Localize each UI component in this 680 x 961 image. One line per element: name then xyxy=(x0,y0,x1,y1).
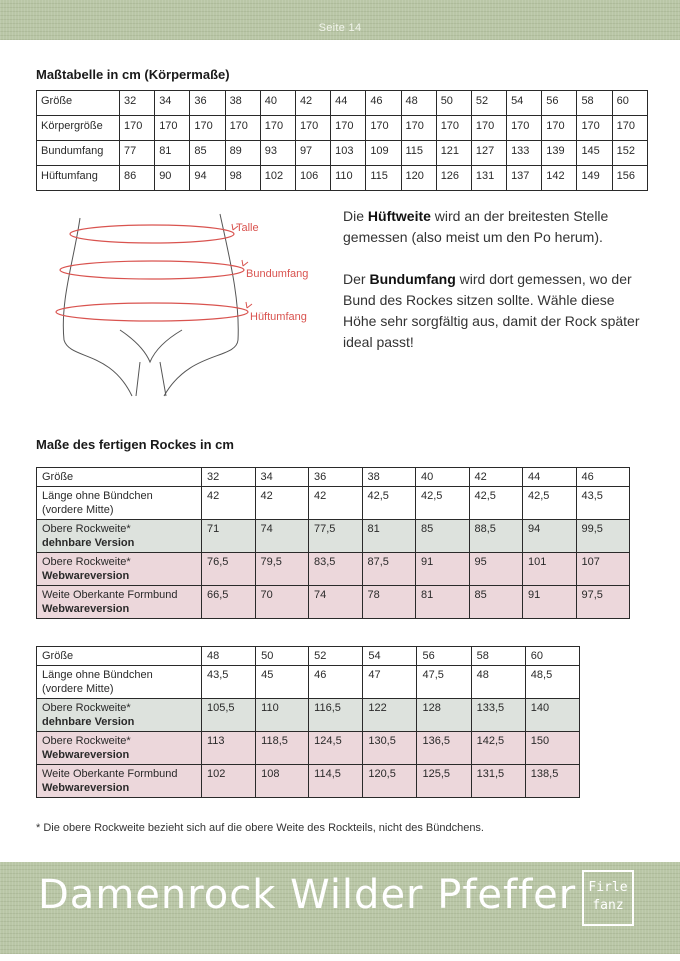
row-label-primary: Obere Rockweite* xyxy=(42,523,131,535)
body-measurements-title: Maßtabelle in cm (Körpermaße) xyxy=(36,67,230,82)
value-cell: 99,5 xyxy=(576,520,630,553)
value-cell: 170 xyxy=(507,116,542,141)
finished-measurements-title: Maße des fertigen Rockes in cm xyxy=(36,437,234,452)
row-label-cell xyxy=(37,732,202,765)
value-cell: 126 xyxy=(436,166,471,191)
band-label: Bundumfang xyxy=(246,268,309,280)
value-cell: 43,5 xyxy=(202,666,256,699)
value-cell: 66,5 xyxy=(202,586,256,619)
value-cell: 170 xyxy=(577,116,612,141)
value-cell: 74 xyxy=(309,586,363,619)
value-cell: 109 xyxy=(366,141,401,166)
finished-measurements-table-2 xyxy=(36,646,580,798)
value-cell: 113 xyxy=(202,732,256,765)
header-size-cell: 32 xyxy=(202,468,256,487)
row-label-secondary: Webwareversion xyxy=(42,570,130,582)
value-cell: 79,5 xyxy=(255,553,309,586)
value-cell: 106 xyxy=(295,166,330,191)
row-label-cell: Hüftumfang xyxy=(37,166,120,191)
value-cell: 42 xyxy=(309,487,363,520)
value-cell: 98 xyxy=(225,166,260,191)
value-cell: 152 xyxy=(612,141,647,166)
value-cell: 118,5 xyxy=(256,732,309,765)
row-label-secondary: Webwareversion xyxy=(42,603,130,615)
header-size-cell: 60 xyxy=(612,91,647,116)
value-cell: 74 xyxy=(255,520,309,553)
header-size-cell: 46 xyxy=(576,468,630,487)
header-label-cell: Größe xyxy=(37,91,120,116)
row-label-cell xyxy=(37,553,202,586)
value-cell: 70 xyxy=(255,586,309,619)
value-cell: 170 xyxy=(120,116,155,141)
value-cell: 47,5 xyxy=(417,666,471,699)
value-cell: 91 xyxy=(416,553,470,586)
value-cell: 48,5 xyxy=(525,666,579,699)
header-size-cell: 56 xyxy=(417,647,471,666)
leg-outline xyxy=(136,362,166,396)
row-label-primary: Weite Oberkante Formbund xyxy=(42,768,178,780)
value-cell: 120 xyxy=(401,166,436,191)
value-cell: 48 xyxy=(471,666,525,699)
value-cell: 115 xyxy=(401,141,436,166)
value-cell: 145 xyxy=(577,141,612,166)
value-cell: 95 xyxy=(469,553,523,586)
value-cell: 81 xyxy=(362,520,416,553)
header-size-cell: 58 xyxy=(471,647,525,666)
value-cell: 46 xyxy=(309,666,363,699)
row-label-secondary: (vordere Mitte) xyxy=(42,504,114,516)
hip-label: Hüftumfang xyxy=(250,311,307,323)
body-measurements-table xyxy=(36,90,648,191)
value-cell: 136,5 xyxy=(417,732,471,765)
row-label-primary: Länge ohne Bündchen xyxy=(42,490,153,502)
header-size-cell: 46 xyxy=(366,91,401,116)
value-cell: 149 xyxy=(577,166,612,191)
table-row xyxy=(37,141,648,166)
value-cell: 42,5 xyxy=(416,487,470,520)
header-size-cell: 44 xyxy=(331,91,366,116)
row-label-secondary: dehnbare Version xyxy=(42,716,135,728)
value-cell: 125,5 xyxy=(417,765,471,798)
footnote: * Die obere Rockweite bezieht sich auf die obere Weite des Rockteils, nicht des Bündchens. xyxy=(36,822,484,834)
value-cell: 156 xyxy=(612,166,647,191)
header-size-cell: 32 xyxy=(120,91,155,116)
measurement-figure xyxy=(40,200,340,400)
value-cell: 42 xyxy=(255,487,309,520)
row-label-cell xyxy=(37,586,202,619)
value-cell: 89 xyxy=(225,141,260,166)
header-size-cell: 56 xyxy=(542,91,577,116)
header-size-cell: 50 xyxy=(256,647,309,666)
value-cell: 42,5 xyxy=(469,487,523,520)
value-cell: 127 xyxy=(471,141,506,166)
value-cell: 105,5 xyxy=(202,699,256,732)
header-size-cell: 38 xyxy=(362,468,416,487)
table-header-row xyxy=(37,468,630,487)
measurement-description xyxy=(343,206,643,374)
header-size-cell: 52 xyxy=(471,91,506,116)
value-cell: 121 xyxy=(436,141,471,166)
value-cell: 124,5 xyxy=(309,732,363,765)
row-label-cell xyxy=(37,666,202,699)
row-label-primary: Weite Oberkante Formbund xyxy=(42,589,178,601)
value-cell: 108 xyxy=(256,765,309,798)
value-cell: 131 xyxy=(471,166,506,191)
value-cell: 170 xyxy=(612,116,647,141)
value-cell: 45 xyxy=(256,666,309,699)
pattern-title: Damenrock Wilder Pfeffer xyxy=(38,872,577,918)
header-label-cell: Größe xyxy=(37,468,202,487)
value-cell: 88,5 xyxy=(469,520,523,553)
value-cell: 115 xyxy=(366,166,401,191)
value-cell: 91 xyxy=(523,586,577,619)
waist-line xyxy=(70,225,234,243)
row-label-secondary: dehnbare Version xyxy=(42,537,135,549)
value-cell: 42 xyxy=(202,487,256,520)
value-cell: 103 xyxy=(331,141,366,166)
value-cell: 81 xyxy=(416,586,470,619)
value-cell: 140 xyxy=(525,699,579,732)
row-label-primary: Obere Rockweite* xyxy=(42,735,131,747)
logo-line-2: fanz xyxy=(592,898,624,913)
header-size-cell: 36 xyxy=(190,91,225,116)
value-cell: 128 xyxy=(417,699,471,732)
header-size-cell: 44 xyxy=(523,468,577,487)
value-cell: 86 xyxy=(120,166,155,191)
value-cell: 142 xyxy=(542,166,577,191)
header-size-cell: 40 xyxy=(416,468,470,487)
header-size-cell: 34 xyxy=(255,468,309,487)
value-cell: 138,5 xyxy=(525,765,579,798)
band-arrow-icon xyxy=(242,260,248,266)
table-header-row xyxy=(37,647,580,666)
value-cell: 78 xyxy=(362,586,416,619)
header-size-cell: 36 xyxy=(309,468,363,487)
value-cell: 102 xyxy=(260,166,295,191)
value-cell: 76,5 xyxy=(202,553,256,586)
value-cell: 170 xyxy=(401,116,436,141)
value-cell: 130,5 xyxy=(363,732,417,765)
header-size-cell: 38 xyxy=(225,91,260,116)
value-cell: 87,5 xyxy=(362,553,416,586)
value-cell: 97 xyxy=(295,141,330,166)
row-label-secondary: Webwareversion xyxy=(42,782,130,794)
value-cell: 42,5 xyxy=(523,487,577,520)
value-cell: 90 xyxy=(155,166,190,191)
value-cell: 170 xyxy=(331,116,366,141)
value-cell: 110 xyxy=(331,166,366,191)
value-cell: 110 xyxy=(256,699,309,732)
row-label-primary: Länge ohne Bündchen xyxy=(42,669,153,681)
value-cell: 93 xyxy=(260,141,295,166)
value-cell: 170 xyxy=(471,116,506,141)
value-cell: 122 xyxy=(363,699,417,732)
header-size-cell: 34 xyxy=(155,91,190,116)
logo-line-1: Firle xyxy=(588,880,628,895)
header-size-cell: 50 xyxy=(436,91,471,116)
row-label-primary: Obere Rockweite* xyxy=(42,556,131,568)
value-cell: 77,5 xyxy=(309,520,363,553)
finished-measurements-table-1 xyxy=(36,467,630,619)
table-row xyxy=(37,765,580,798)
header-size-cell: 60 xyxy=(525,647,579,666)
value-cell: 101 xyxy=(523,553,577,586)
value-cell: 150 xyxy=(525,732,579,765)
table-row xyxy=(37,586,630,619)
value-cell: 133,5 xyxy=(471,699,525,732)
value-cell: 131,5 xyxy=(471,765,525,798)
table-row xyxy=(37,166,648,191)
row-label-cell: Bundumfang xyxy=(37,141,120,166)
header-size-cell: 42 xyxy=(295,91,330,116)
value-cell: 81 xyxy=(155,141,190,166)
value-cell: 85 xyxy=(190,141,225,166)
value-cell: 170 xyxy=(190,116,225,141)
value-cell: 83,5 xyxy=(309,553,363,586)
value-cell: 137 xyxy=(507,166,542,191)
header-size-cell: 54 xyxy=(507,91,542,116)
value-cell: 170 xyxy=(542,116,577,141)
value-cell: 116,5 xyxy=(309,699,363,732)
hip-line xyxy=(56,303,248,321)
value-cell: 170 xyxy=(366,116,401,141)
table-header-row xyxy=(37,91,648,116)
value-cell: 120,5 xyxy=(363,765,417,798)
row-label-primary: Obere Rockweite* xyxy=(42,702,131,714)
value-cell: 47 xyxy=(363,666,417,699)
band-description: Der Bundumfang wird dort gemessen, wo der Bund des Rockes sitzen sollte. Wähle diese Höhe sehr sorgfältig aus, damit der Rock später ideal passt! xyxy=(343,271,640,350)
value-cell: 77 xyxy=(120,141,155,166)
header-size-cell: 42 xyxy=(469,468,523,487)
hip-arrow-icon xyxy=(246,302,252,308)
row-label-secondary: Webwareversion xyxy=(42,749,130,761)
table-row xyxy=(37,699,580,732)
value-cell: 42,5 xyxy=(362,487,416,520)
header-size-cell: 48 xyxy=(401,91,436,116)
value-cell: 43,5 xyxy=(576,487,630,520)
table-row xyxy=(37,116,648,141)
row-label-secondary: (vordere Mitte) xyxy=(42,683,114,695)
value-cell: 170 xyxy=(436,116,471,141)
hip-description: Die Hüftweite wird an der breitesten Stelle gemessen (also meist um den Po herum). xyxy=(343,208,609,245)
row-label-cell xyxy=(37,487,202,520)
value-cell: 170 xyxy=(155,116,190,141)
table-row xyxy=(37,732,580,765)
value-cell: 170 xyxy=(225,116,260,141)
row-label-cell xyxy=(37,699,202,732)
value-cell: 107 xyxy=(576,553,630,586)
value-cell: 71 xyxy=(202,520,256,553)
value-cell: 85 xyxy=(469,586,523,619)
value-cell: 170 xyxy=(295,116,330,141)
brand-logo xyxy=(582,870,634,926)
table-row xyxy=(37,487,630,520)
header-size-cell: 40 xyxy=(260,91,295,116)
header-size-cell: 52 xyxy=(309,647,363,666)
value-cell: 133 xyxy=(507,141,542,166)
value-cell: 142,5 xyxy=(471,732,525,765)
crotch-outline xyxy=(120,330,182,362)
header-size-cell: 48 xyxy=(202,647,256,666)
value-cell: 97,5 xyxy=(576,586,630,619)
value-cell: 94 xyxy=(190,166,225,191)
table-row xyxy=(37,520,630,553)
band-line xyxy=(60,261,244,279)
table-row xyxy=(37,666,580,699)
row-label-cell xyxy=(37,765,202,798)
waist-label: Talle xyxy=(236,222,259,234)
row-label-cell xyxy=(37,520,202,553)
header-size-cell: 54 xyxy=(363,647,417,666)
value-cell: 170 xyxy=(260,116,295,141)
table-row xyxy=(37,553,630,586)
value-cell: 94 xyxy=(523,520,577,553)
header-size-cell: 58 xyxy=(577,91,612,116)
header-band xyxy=(0,0,680,40)
page-number: Seite 14 xyxy=(318,22,362,34)
value-cell: 139 xyxy=(542,141,577,166)
value-cell: 85 xyxy=(416,520,470,553)
row-label-cell: Körpergröße xyxy=(37,116,120,141)
header-label-cell: Größe xyxy=(37,647,202,666)
value-cell: 102 xyxy=(202,765,256,798)
value-cell: 114,5 xyxy=(309,765,363,798)
